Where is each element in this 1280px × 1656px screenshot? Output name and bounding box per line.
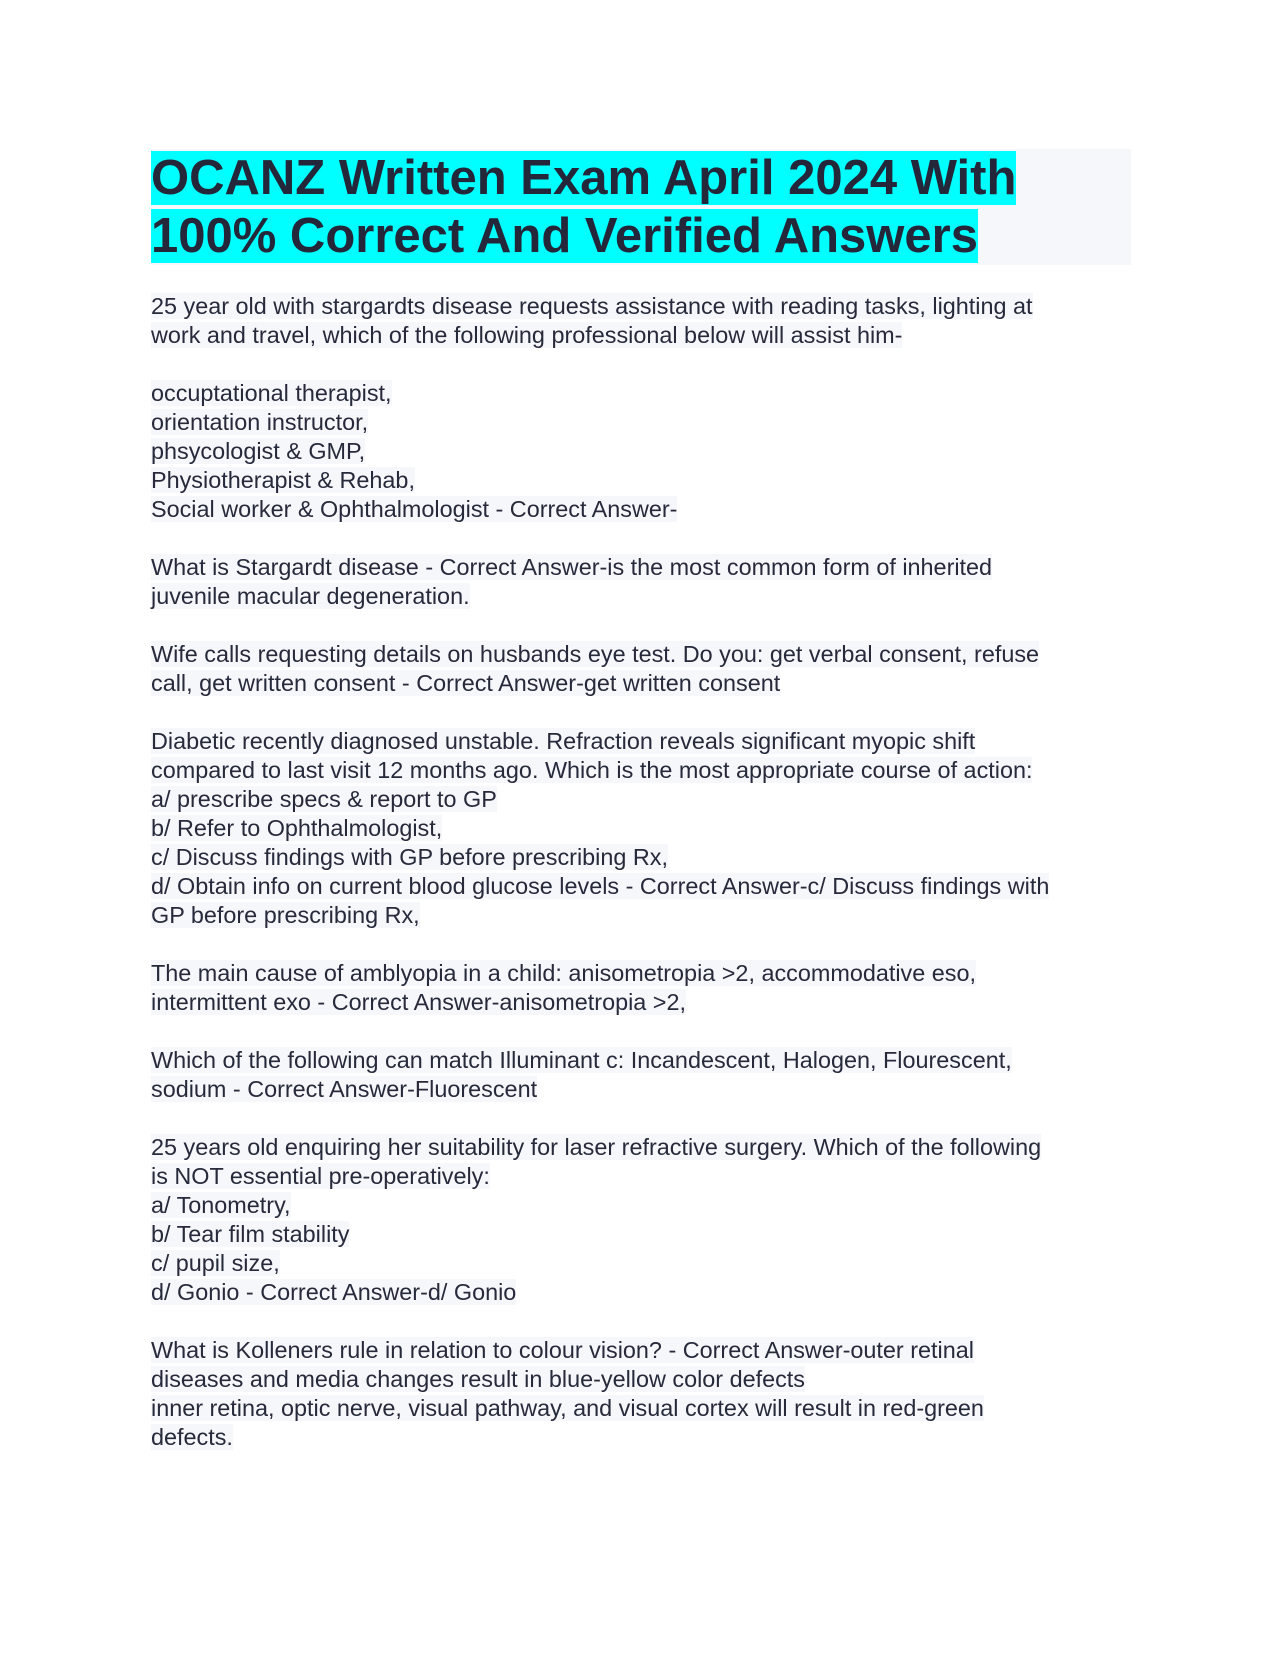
document-title bbox=[151, 149, 1131, 265]
text-line-content: Diabetic recently diagnosed unstable. Refraction reveals significant myopic shift bbox=[151, 728, 976, 754]
text-line bbox=[151, 1191, 1131, 1220]
text-line-content: c/ Discuss findings with GP before prescribing Rx, bbox=[151, 844, 668, 870]
text-line bbox=[151, 669, 1131, 698]
text-line-content: Wife calls requesting details on husbands eye test. Do you: get verbal consent, refuse bbox=[151, 641, 1040, 667]
text-line bbox=[151, 988, 1131, 1017]
text-line bbox=[151, 1046, 1131, 1075]
text-line bbox=[151, 1336, 1131, 1365]
text-line bbox=[151, 495, 1131, 524]
text-line-content: What is Stargardt disease - Correct Answer-is the most common form of inherited bbox=[151, 554, 993, 580]
text-line-content: What is Kolleners rule in relation to colour vision? - Correct Answer-outer retinal bbox=[151, 1337, 974, 1363]
text-line bbox=[151, 872, 1131, 901]
text-line-content: Social worker & Ophthalmologist - Correct Answer- bbox=[151, 496, 678, 522]
text-line bbox=[151, 901, 1131, 930]
text-line bbox=[151, 408, 1131, 437]
question-block bbox=[151, 1133, 1131, 1307]
text-line bbox=[151, 843, 1131, 872]
text-line-content: Which of the following can match Illuminant c: Incandescent, Halogen, Flourescent, bbox=[151, 1047, 1012, 1073]
text-line bbox=[151, 1278, 1131, 1307]
text-line-content: inner retina, optic nerve, visual pathway, and visual cortex will result in red-green bbox=[151, 1395, 984, 1421]
question-block bbox=[151, 727, 1131, 930]
question-block bbox=[151, 292, 1131, 350]
question-list bbox=[151, 292, 1131, 1452]
text-line-content: diseases and media changes result in blue-yellow color defects bbox=[151, 1366, 806, 1392]
text-line-content: sodium - Correct Answer-Fluorescent bbox=[151, 1076, 538, 1102]
text-line-content: b/ Tear film stability bbox=[151, 1221, 350, 1247]
text-line-content: a/ Tonometry, bbox=[151, 1192, 291, 1218]
text-line bbox=[151, 756, 1131, 785]
text-line bbox=[151, 727, 1131, 756]
text-line bbox=[151, 1162, 1131, 1191]
text-line-content: d/ Gonio - Correct Answer-d/ Gonio bbox=[151, 1279, 517, 1305]
text-line-content: b/ Refer to Ophthalmologist, bbox=[151, 815, 443, 841]
text-line bbox=[151, 640, 1131, 669]
text-line-content: intermittent exo - Correct Answer-anisometropia >2, bbox=[151, 989, 686, 1015]
text-line bbox=[151, 553, 1131, 582]
text-line-content: 25 year old with stargardts disease requests assistance with reading tasks, lighting at bbox=[151, 293, 1033, 319]
text-line bbox=[151, 959, 1131, 988]
text-line bbox=[151, 321, 1131, 350]
text-line bbox=[151, 1133, 1131, 1162]
question-block bbox=[151, 959, 1131, 1017]
question-block bbox=[151, 1336, 1131, 1452]
text-line-content: compared to last visit 12 months ago. Which is the most appropriate course of action: bbox=[151, 757, 1033, 783]
text-line-content: is NOT essential pre-operatively: bbox=[151, 1163, 490, 1189]
text-line bbox=[151, 466, 1131, 495]
text-line bbox=[151, 379, 1131, 408]
text-line-content: phsycologist & GMP, bbox=[151, 438, 366, 464]
question-block bbox=[151, 379, 1131, 524]
question-block bbox=[151, 553, 1131, 611]
title-line-2: 100% Correct And Verified Answers bbox=[151, 209, 978, 263]
text-line bbox=[151, 785, 1131, 814]
question-block bbox=[151, 640, 1131, 698]
text-line-content: work and travel, which of the following professional below will assist him- bbox=[151, 322, 903, 348]
title-block bbox=[151, 149, 1131, 265]
text-line bbox=[151, 437, 1131, 466]
text-line bbox=[151, 1423, 1131, 1452]
text-line-content: orientation instructor, bbox=[151, 409, 369, 435]
text-line-content: Physiotherapist & Rehab, bbox=[151, 467, 415, 493]
text-line-content: 25 years old enquiring her suitability for laser refractive surgery. Which of the following bbox=[151, 1134, 1042, 1160]
text-line-content: call, get written consent - Correct Answer-get written consent bbox=[151, 670, 781, 696]
text-line bbox=[151, 292, 1131, 321]
text-line-content: a/ prescribe specs & report to GP bbox=[151, 786, 497, 812]
text-line-content: GP before prescribing Rx, bbox=[151, 902, 420, 928]
title-line-1: OCANZ Written Exam April 2024 With bbox=[151, 151, 1017, 205]
text-line-content: c/ pupil size, bbox=[151, 1250, 280, 1276]
text-line bbox=[151, 582, 1131, 611]
text-line bbox=[151, 814, 1131, 843]
text-line-content: defects. bbox=[151, 1424, 233, 1450]
question-block bbox=[151, 1046, 1131, 1104]
text-line-content: The main cause of amblyopia in a child: anisometropia >2, accommodative eso, bbox=[151, 960, 976, 986]
text-line bbox=[151, 1394, 1131, 1423]
text-line bbox=[151, 1220, 1131, 1249]
text-line bbox=[151, 1075, 1131, 1104]
text-line bbox=[151, 1249, 1131, 1278]
text-line-content: d/ Obtain info on current blood glucose levels - Correct Answer-c/ Discuss findings with bbox=[151, 873, 1050, 899]
document-page bbox=[151, 149, 1131, 1481]
text-line-content: occuptational therapist, bbox=[151, 380, 392, 406]
text-line bbox=[151, 1365, 1131, 1394]
text-line-content: juvenile macular degeneration. bbox=[151, 583, 470, 609]
